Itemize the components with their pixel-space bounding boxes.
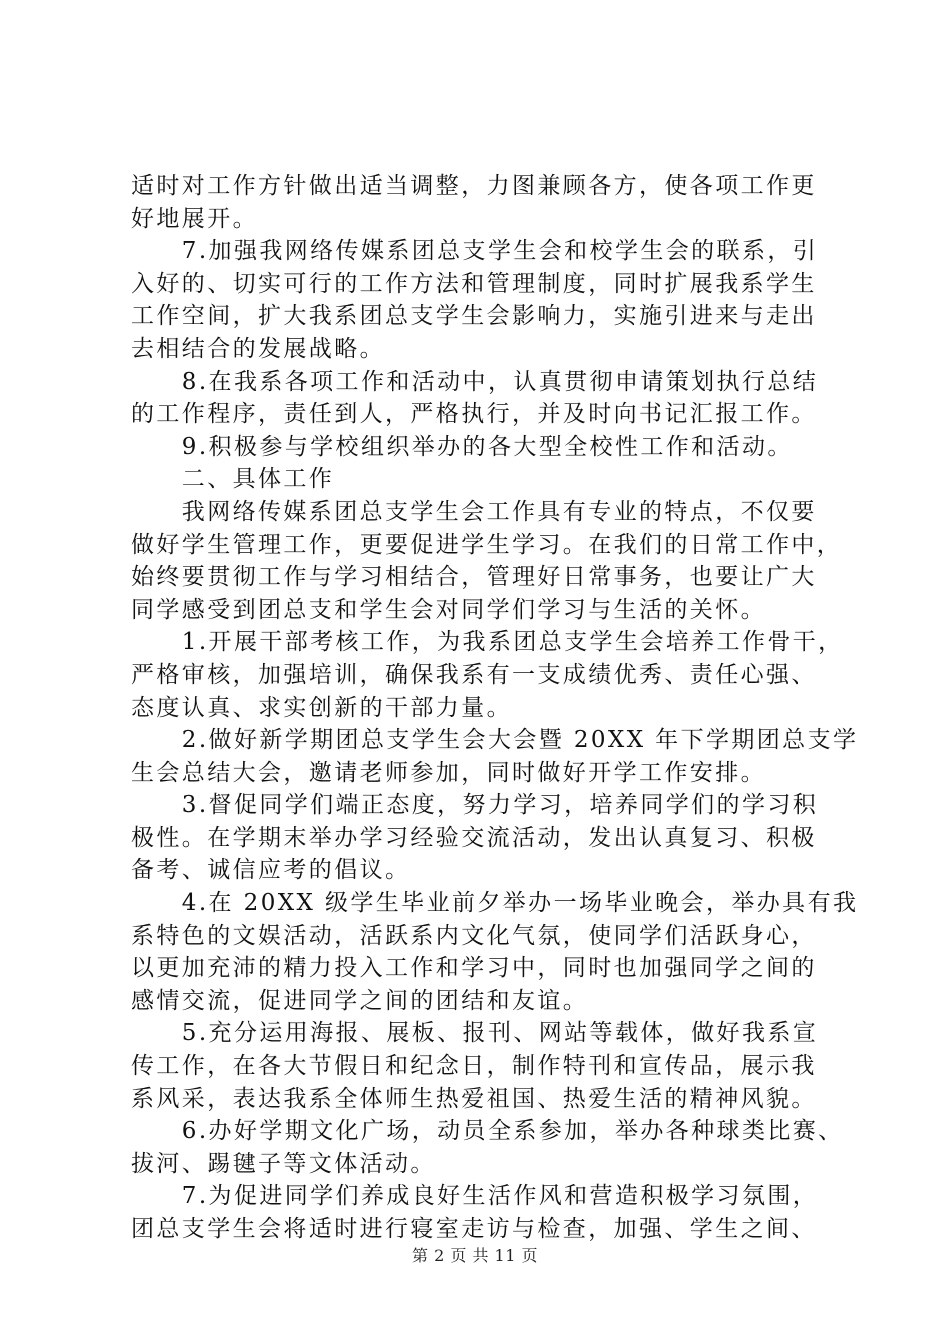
text-line: 7.加强我网络传媒系团总支学生会和校学生会的联系，引 [131, 238, 819, 265]
text-line: 7.为促进同学们养成良好生活作风和营造积极学习氛围， [131, 1183, 819, 1210]
text-line: 感情交流，促进同学之间的团结和友谊。 [131, 987, 589, 1014]
text-line: 去相结合的发展战略。 [131, 335, 385, 362]
text-line: 4.在 20XX 级学生毕业前夕举办一场毕业晚会，举办具有我 [131, 890, 859, 917]
page-number-footer: 第 2 页 共 11 页 [412, 1246, 538, 1265]
text-line: 8.在我系各项工作和活动中，认真贯彻申请策划执行总结 [131, 368, 819, 395]
text-line: 1.开展干部考核工作，为我系团总支学生会培养工作骨干， [131, 629, 844, 656]
text-line: 以更加充沛的精力投入工作和学习中，同时也加强同学之间的 [131, 955, 817, 982]
text-line: 做好学生管理工作，更要促进学生学习。在我们的日常工作中， [131, 531, 843, 558]
section-heading: 二、具体工作 [131, 466, 335, 493]
text-line: 9.积极参与学校组织举办的各大型全校性工作和活动。 [131, 433, 793, 460]
text-line: 3.督促同学们端正态度，努力学习，培养同学们的学习积 [131, 792, 819, 819]
text-line: 态度认真、求实创新的干部力量。 [131, 694, 512, 721]
text-line: 系特色的文娱活动，活跃系内文化气氛，使同学们活跃身心， [131, 922, 817, 949]
text-line: 备考、诚信应考的倡议。 [131, 857, 411, 884]
text-line: 极性。在学期末举办学习经验交流活动，发出认真复习、积极 [131, 824, 817, 851]
text-line: 好地展开。 [131, 205, 258, 232]
text-line: 适时对工作方针做出适当调整，力图兼顾各方，使各项工作更 [131, 173, 817, 199]
text-line: 我网络传媒系团总支学生会工作具有专业的特点，不仅要 [131, 498, 817, 525]
text-line: 2.做好新学期团总支学生会大会暨 20XX 年下学期团总支学 [131, 727, 859, 754]
text-line: 严格审核，加强培训，确保我系有一支成绩优秀、责任心强、 [131, 661, 817, 688]
text-line: 的工作程序，责任到人，严格执行，并及时向书记汇报工作。 [131, 401, 817, 428]
text-line: 拔河、踢毽子等文体活动。 [131, 1150, 436, 1177]
text-line: 5.充分运用海报、展板、报刊、网站等载体，做好我系宣 [131, 1020, 819, 1047]
text-line: 同学感受到团总支和学生会对同学们学习与生活的关怀。 [131, 596, 766, 623]
document-body [131, 170, 859, 1246]
text-line: 系风采，表达我系全体师生热爱祖国、热爱生活的精神风貌。 [131, 1085, 817, 1112]
text-line: 6.办好学期文化广场，动员全系参加，举办各种球类比赛、 [131, 1118, 844, 1145]
text-line: 入好的、切实可行的工作方法和管理制度，同时扩展我系学生 [131, 270, 817, 297]
text-line: 生会总结大会，邀请老师参加，同时做好开学工作安排。 [131, 759, 766, 786]
text-line: 团总支学生会将适时进行寝室走访与检查，加强、学生之间、 [131, 1216, 817, 1242]
text-line: 工作空间，扩大我系团总支学生会影响力，实施引进来与走出 [131, 303, 817, 330]
text-line: 始终要贯彻工作与学习相结合，管理好日常事务，也要让广大 [131, 564, 817, 591]
text-line: 传工作，在各大节假日和纪念日，制作特刊和宣传品，展示我 [131, 1053, 817, 1080]
